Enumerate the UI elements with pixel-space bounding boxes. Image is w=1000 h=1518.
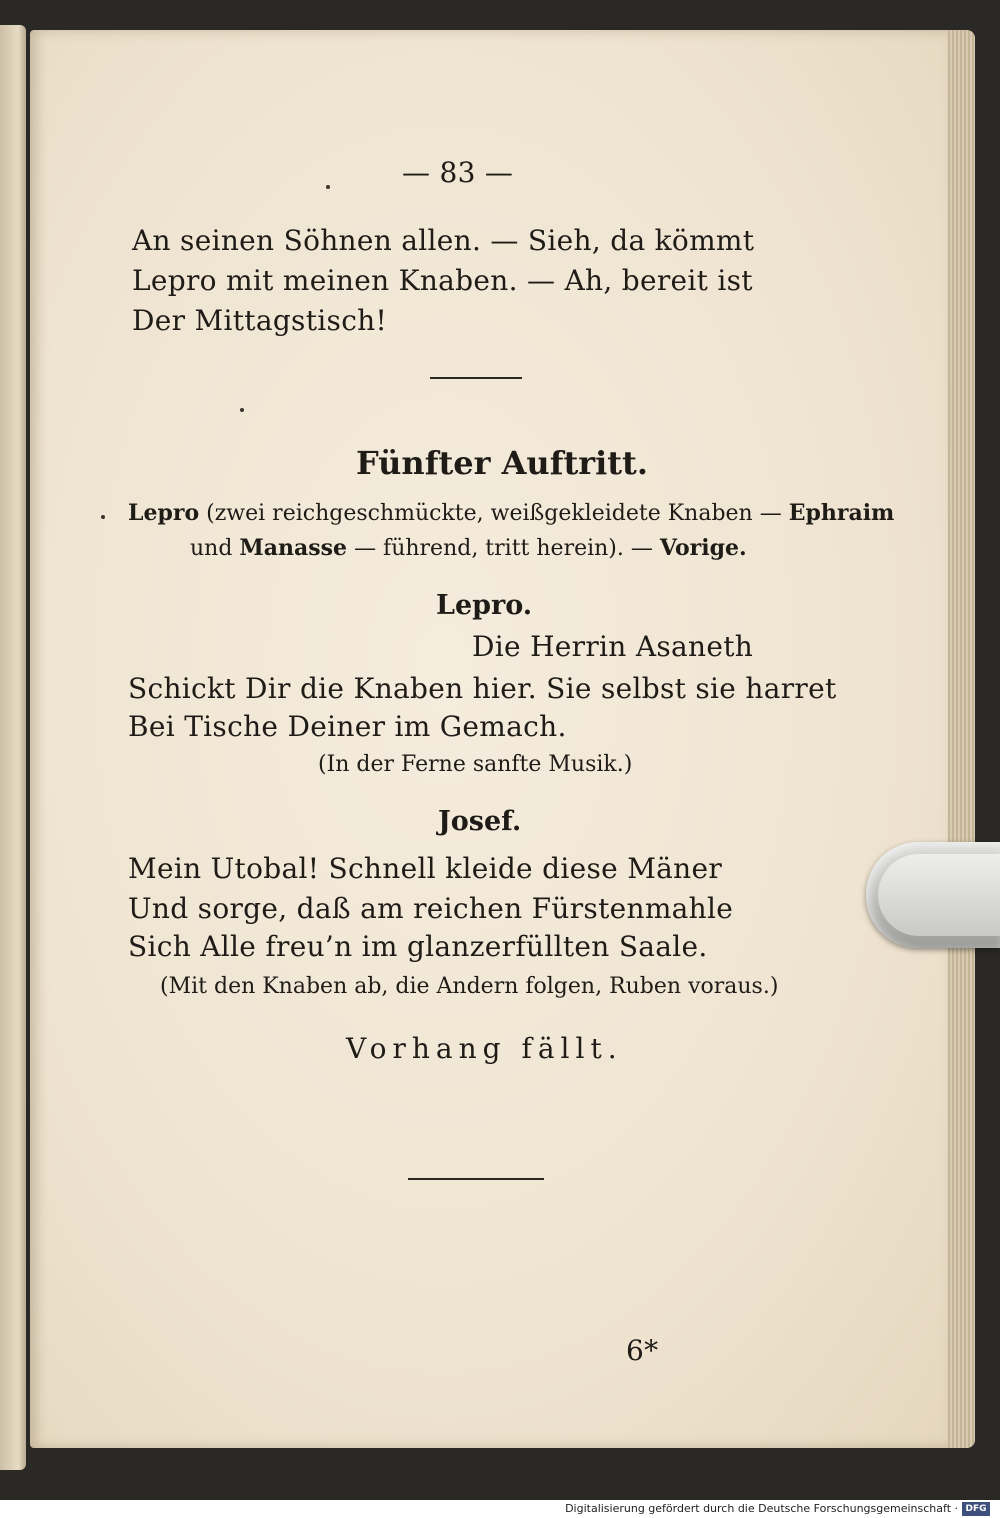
verse-line-2: Lepro mit meinen Knaben. — Ah, bereit ist [132,264,753,297]
page-number: — 83 — [402,156,514,189]
page-clip-highlight [878,854,1000,936]
speaker-josef: Josef. [438,806,522,837]
speck [240,408,244,412]
curtain-line: Vorhang fällt. [346,1032,623,1065]
left-page-edge [0,25,26,1470]
character-name: Ephraim [788,500,895,526]
character-name: Manasse [239,535,348,561]
end-rule [408,1178,544,1180]
character-name: Lepro [128,500,200,526]
scene-heading: Fünfter Auftritt. [356,444,648,482]
verse-line-1: An seinen Söhnen allen. — Sieh, da kömmt [132,224,755,257]
stage-direction-line-1 [128,500,894,526]
speck [326,185,330,189]
direction-text: und [190,536,233,561]
direction-text: — führend, tritt herein). — [354,536,653,561]
speech-line-2: Schickt Dir die Knaben hier. Sie selbst sie harret [128,672,837,705]
stage-direction-music: (In der Ferne sanfte Musik.) [318,752,633,777]
stage-direction-exit: (Mit den Knaben ab, die Andern folgen, Ruben voraus.) [160,974,779,999]
section-rule [430,377,522,379]
dfg-logo: DFG [962,1502,990,1516]
speech-line-4: Mein Utobal! Schnell kleide diese Mäner [128,852,723,885]
speech-line-5: Und sorge, daß am reichen Fürstenmahle [128,892,734,925]
speaker-lepro: Lepro. [436,590,533,621]
signature-mark: 6* [626,1334,659,1367]
footer-credit: Digitalisierung gefördert durch die Deutsche Forschungsgemeinschaft · [565,1502,958,1515]
direction-text: (zwei reichgeschmückte, weißgekleidete Knaben — [206,501,782,526]
character-name: Vorige. [659,535,747,561]
speech-line-1: Die Herrin Asaneth [472,630,754,663]
page-clip [866,842,1000,948]
verse-line-3: Der Mittagstisch! [132,304,388,337]
speck [101,515,105,519]
speech-line-3: Bei Tische Deiner im Gemach. [128,710,567,743]
speech-line-6: Sich Alle freu’n im glanzerfüllten Saale. [128,930,708,963]
stage-direction-line-2 [190,535,747,561]
